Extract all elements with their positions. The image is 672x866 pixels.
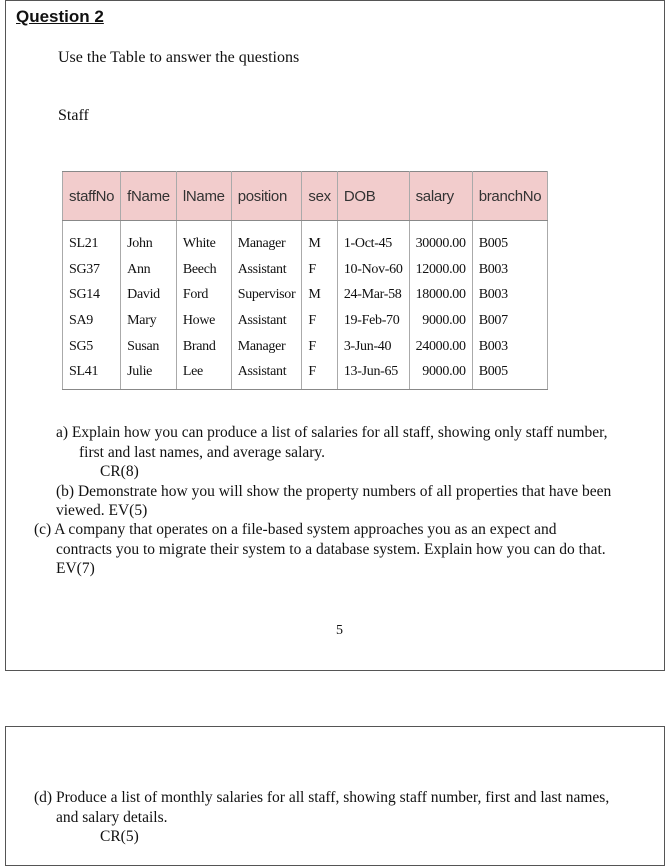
table-cell-lname: Howe [176, 308, 231, 334]
question-c-line1: (c) A company that operates on a file-based system approaches you as an expect and [34, 521, 557, 538]
table-cell-fname: John [121, 221, 177, 257]
table-cell-branchno: B003 [472, 257, 548, 283]
column-header-position: position [231, 172, 302, 221]
table-cell-dob: 3-Jun-40 [337, 334, 409, 360]
table-cell-salary: 12000.00 [409, 257, 472, 283]
table-cell-sex: M [302, 282, 337, 308]
question-b-line2: viewed. EV(5) [56, 502, 148, 519]
table-cell-salary: 30000.00 [409, 221, 472, 257]
table-cell-staffno: SG14 [63, 282, 121, 308]
table-cell-lname: Lee [176, 359, 231, 389]
table-cell-sex: F [302, 308, 337, 334]
table-cell-branchno: B005 [472, 359, 548, 389]
question-title: Question 2 [16, 7, 104, 26]
table-cell-lname: White [176, 221, 231, 257]
table-cell-branchno: B003 [472, 282, 548, 308]
column-header-dob: DOB [337, 172, 409, 221]
question-d-line1: (d) Produce a list of monthly salaries for all staff, showing staff number, first and last names, [34, 789, 610, 806]
table-cell-dob: 13-Jun-65 [337, 359, 409, 389]
table-cell-staffno: SA9 [63, 308, 121, 334]
table-cell-branchno: B007 [472, 308, 548, 334]
table-row [63, 359, 548, 389]
table-row [63, 221, 548, 257]
document-page [5, 0, 665, 671]
question-d-mark: CR(5) [100, 828, 139, 845]
table-cell-branchno: B003 [472, 334, 548, 360]
question-c-line2: contracts you to migrate their system to a database system. Explain how you can do that. [56, 541, 606, 558]
table-cell-dob: 10-Nov-60 [337, 257, 409, 283]
table-cell-sex: F [302, 257, 337, 283]
table-row [63, 282, 548, 308]
question-c-mark: EV(7) [56, 560, 95, 577]
table-body [63, 221, 548, 390]
table-cell-dob: 19-Feb-70 [337, 308, 409, 334]
table-cell-position: Manager [231, 221, 302, 257]
column-header-branchno: branchNo [472, 172, 548, 221]
table-row [63, 334, 548, 360]
column-header-lname: lName [176, 172, 231, 221]
question-a-line2: first and last names, and average salary. [79, 444, 326, 461]
table-cell-lname: Brand [176, 334, 231, 360]
table-cell-fname: Ann [121, 257, 177, 283]
table-cell-position: Assistant [231, 257, 302, 283]
table-cell-sex: M [302, 221, 337, 257]
question-a-mark: CR(8) [100, 463, 139, 480]
table-cell-position: Manager [231, 334, 302, 360]
column-header-sex: sex [302, 172, 337, 221]
table-cell-dob: 24-Mar-58 [337, 282, 409, 308]
page-number: 5 [336, 623, 343, 638]
table-header-row [63, 172, 548, 221]
table-cell-salary: 9000.00 [409, 308, 472, 334]
table-cell-sex: F [302, 359, 337, 389]
intro-text: Use the Table to answer the questions [58, 49, 300, 66]
table-label: Staff [58, 107, 89, 124]
table-cell-position: Supervisor [231, 282, 302, 308]
table-cell-lname: Beech [176, 257, 231, 283]
table-cell-salary: 9000.00 [409, 359, 472, 389]
table-cell-staffno: SL21 [63, 221, 121, 257]
column-header-fname: fName [121, 172, 177, 221]
column-header-salary: salary [409, 172, 472, 221]
table-cell-staffno: SG37 [63, 257, 121, 283]
table-cell-dob: 1-Oct-45 [337, 221, 409, 257]
column-header-staffno: staffNo [63, 172, 121, 221]
table-cell-lname: Ford [176, 282, 231, 308]
document-page-next [5, 726, 665, 866]
table-cell-staffno: SG5 [63, 334, 121, 360]
question-d-line2: and salary details. [56, 809, 168, 826]
table-cell-fname: Susan [121, 334, 177, 360]
table-cell-position: Assistant [231, 308, 302, 334]
table-row [63, 308, 548, 334]
table-cell-sex: F [302, 334, 337, 360]
staff-table [62, 171, 548, 390]
table-cell-fname: Mary [121, 308, 177, 334]
table-cell-position: Assistant [231, 359, 302, 389]
table-cell-staffno: SL41 [63, 359, 121, 389]
table-cell-salary: 24000.00 [409, 334, 472, 360]
question-a-line1: a) Explain how you can produce a list of salaries for all staff, showing only staff number, [56, 424, 608, 441]
table-cell-fname: David [121, 282, 177, 308]
table-cell-salary: 18000.00 [409, 282, 472, 308]
question-b-line1: (b) Demonstrate how you will show the property numbers of all properties that have been [56, 483, 612, 500]
table-cell-branchno: B005 [472, 221, 548, 257]
table-row [63, 257, 548, 283]
table-cell-fname: Julie [121, 359, 177, 389]
